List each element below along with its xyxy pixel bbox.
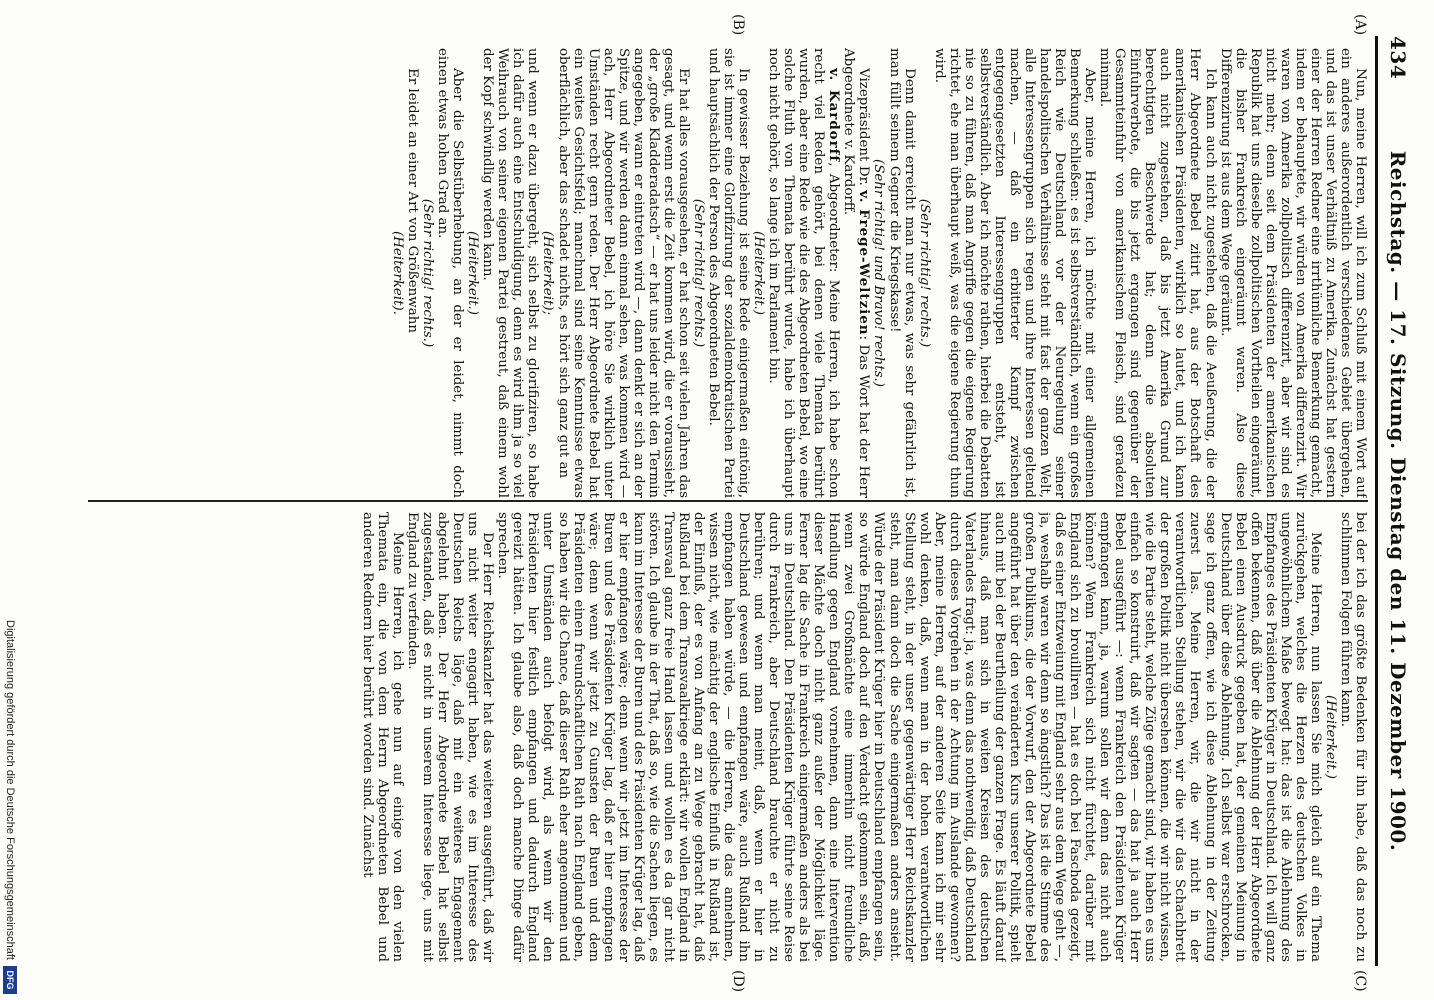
left-column [88, 48, 1368, 498]
paragraph: Meine Herren, ich gehe nun auf einige von den vielen Themata ein, die von dem Herrn Abgeordneten Bebel und anderen Rednern hier berührt worden sind. Zunächst [359, 512, 405, 962]
paragraph: bei der ich das größte Bedenken für ihn habe, daß das noch zu schlimmen Folgen führen kann. [1337, 512, 1368, 962]
funding-note: Digitalisierung gefördert durch die Deutsche Forschungsgemeinschaft [4, 620, 16, 960]
footer [0, 0, 18, 1000]
paragraph: und wenn er dazu übergeht, sich selbst zu glorifiziren, so habe ich dafür auch eine Entschuldigung, denn es wird ihm ja so viel Weihrauch von seiner eigenen Partei gestreut, daß einem wohl der Kopf schwindlig werden kann. [480, 48, 541, 498]
margin-marker-a: (A) [1352, 14, 1368, 36]
speaker-text: : Das Wort hat der Herr Abgeordnete v. Kardorff. [841, 48, 872, 498]
running-head: Reichstag. — 17. Sitzung. Dienstag den 11. Dezember 1900. [1386, 150, 1410, 852]
paragraph: In gewisser Beziehung ist seine Rede einigermaßen eintönig, sie ist immer eine Glorifizirung der sozialdemokratischen Partei und hauptsächlich der Person des Abgeordneten Bebel. [705, 48, 752, 498]
reaction: (Sehr richtig! rechts.) [690, 198, 706, 348]
column-divider [88, 500, 1368, 502]
paragraph: Denn damit erreicht man nur etwas, was sehr gefährlich ist, man füllt seinem Gegner die Kriegskasse! [886, 48, 917, 498]
page-number: 434 [1386, 36, 1410, 80]
reaction: (Sehr richtig! und Bravo! rechts.) [871, 158, 887, 388]
paragraph: Aber, meine Herren, ich möchte mit einer allgemeinen Bemerkung schließen: es ist selbstverständlich, wenn ein großes Reich wie Deutschland vor der Neuregelung seiner handelspolitischen Verhältnisse steht mit fast der ganzen Welt, alle Interessengruppen sich regen und ihre Interessen geltend machen, — daß ein erbitterter Kampf zwischen entgegengesetzten Interessengruppen entsteht, ist selbstverständlich. Aber ich möchte rathen, hierbei die Debatten nie so zu führen, daß man Angriffe gegen die eigene Regierung richtet, ehe man überhaupt weiß, was die eigene Regierung thun wird. [931, 48, 1098, 498]
margin-marker-b: (B) [730, 14, 746, 36]
speaker-paragraph [766, 48, 841, 498]
speaker-name: v. Frege-Weltzien [856, 190, 873, 336]
reaction: (Heiterkeit.) [751, 231, 767, 315]
paragraph: Er hat alles vorausgesehen, er hat schon seit vielen Jahren das gesagt, und wenn erst die Zeit kommen wird, die er voraussieht, der „große Kladderadatsch“ — er hat uns leider nicht den Termin angegeben, wann er eintreten wird —, dann denkt er sich an der Spitze, und wir werden dann einmal sehen, was kommen wird — ach, Herr Abgeordneter Bebel, ich höre Sie wirklich unter Umständen recht gern reden. Der Herr Abgeordnete Bebel hat ein weites Gesichtsfeld; manchmal sind seine Kenntnisse etwas oberflächlich, aber das schadet nichts, es hört sich ganz gut an [555, 48, 691, 498]
reaction: (Heiterkeit). [390, 231, 405, 315]
reaction: (Heiterkeit); [540, 230, 556, 316]
speaker-paragraph [841, 48, 871, 498]
reaction: (Heiterkeit.) [1322, 695, 1338, 779]
speaker-text: , Abgeordneter: Meine Herren, ich habe schon recht viel Reden gehört, bei denen viele Themata berührt wurden, aber eine Rede wie die des Abgeordneten Bebel, wo eine solche Fluth von Themata berührt wurde, habe ich überhaupt noch nicht gehört, so lange ich im Parlament bin. [766, 48, 842, 498]
page-header [1376, 36, 1416, 966]
dfg-logo: DFG [3, 966, 17, 994]
right-column [88, 512, 1368, 962]
header-rule [1375, 36, 1378, 966]
speaker-name: v. Kardorff [826, 68, 843, 163]
paragraph: Der Herr Reichskanzler hat das weiteren ausgeführt, daß wir uns nicht weiter engagirt haben, wie es im Interesse des Deutschen Reichs läge, daß mit ein weiteres Engagement abgelehnt haben. Der Herr Abgeordnete Bebel hat selbst zugestanden, daß es nicht in unserem Interesse liege, uns mit England zu verfeinden. [405, 512, 496, 962]
reaction: (Sehr richtig! rechts.) [420, 198, 436, 348]
paragraph: Meine Herren, nun lassen Sie mich gleich auf ein Thema zurückgehen, welches die Herzen des deutschen Volkes in ungewöhnlichem Maße bewegt hat: das ist die Ablehnung des Empfanges des Präsidenten Krüger in Deutschland. Ich will ganz offen bekennen, daß über die Ablehnung der Herr Abgeordnete Bebel einen Ausdruck gegeben hat, der gemeinen Meinung in Deutschland über diese Ablehnung. Ich selbst war erschrocken, sage ich ganz offen, wie ich diese Ablehnung in der Zeitung zuerst las. Meine Herren, wir, die wir nicht in der verantwortlichen Stellung stehen, wir die wir das Schachbrett der großen Politik nicht übersehen können, die wir nicht wissen, wie die Partie steht, welche Züge gemacht sind, wir haben es uns einfach so konstruirt, daß wir sagten — das hat ja auch Herr Bebel ausgeführt —: wenn Frankreich den Präsidenten Krüger empfangen kann, ja, warum sollen wir denn das nicht auch können? Wenn Frankreich sich nicht fürchtet, darüber mit England sich zu brouilliren — hat es doch bei Faschoda gezeigt, daß es einer Entzweiung mit England sehr aus dem Wege geht —, ja, weshalb waren wir denn so ängstlich? Das ist die Stimme des großen Publikums, die der Vorwurf, den der Abgeordnete Bebel angeführt hat über den veränderten Kurs unserer Politik, spielt auch mit bei der Beurtheilung der ganzen Frage. Es läuft darauf hinaus, daß man sich in weiten Kreisen des deutschen Vaterlandes fragt: ja, was denn das nothwendig, daß Deutschland durch dieses Vorgehen in der Achtung im Auslande gewonnen? Aber, meine Herren, auf der anderen Seite kann ich mir sehr wohl denken, daß, wenn man in der hohen verantwortlichen Stellung steht, in der unser gegenwärtiger Herr Reichskanzler steht, man dann doch die Sache einigermaßen anders ansieht. Würde der Präsident Krüger hier in Deutschland empfangen sein, so würde England doch auf den Verdacht gekommen sein, daß, wenn zwei Großmächte eine immerhin nicht freundliche Handlung gegen England vornehmen, dann eine Intervention dieser Mächte doch nicht ganz außer der Möglichkeit läge. Ferner lag die Sache in Frankreich einigermaßen anders als bei uns in Deutschland. Den Präsidenten Krüger führte seine Reise durch Frankreich, aber Deutschland brauchte er nicht zu berühren; und wenn man meint, daß, wenn er hier in Deutschland gewesen und empfangen wäre, auch Rußland ihn empfangen haben würde, — die Herren, die das annehmen, wissen nicht, wie mächtig der englische Einfluß in Rußland ist, der Einfluß, der es von Anfang an zu Wege gebracht hat, daß Rußland bei dem Transvaalkriege erklärt: wir wollen England in Transvaal ganz freie Hand lassen und wollen es da gar nicht stören. Ich glaube in der That, daß so, wie die Sachen liegen, es kann im Interesse der Buren und des Präsidenten Krüger lag, daß er hier empfangen wäre; denn wenn wir jetzt im Interesse der Buren und des Präsidenten Krüger lag, daß er hier empfangen wäre; denn wenn wir jetzt zu Gunsten der Buren und dem Präsidenten einen freundschaftlichen Rath nach England geben, so haben wir die Chance, daß dieser Rath eher angenommen und unter Umständen auch befolgt wird, als wenn wir den Präsidenten hier festlich empfangen und dadurch England gereizt hätten. Ich glaube also, daß doch manche Dinge dafür sprechen. [495, 512, 1323, 962]
paragraph: Er leidet an einer Art von Größenwahn [405, 68, 421, 333]
paragraph: Ich kann auch nicht zugestehen, daß die Aeußerung, die der Herr Abgeordnete Bebel zitirt hat, aus der Botschaft des amerikanischen Präsidenten, wirklich so lautet, und ich kann auch nicht zugestehen, daß bis jetzt Amerika Grund zur berechtigten Beschwerde hat; denn die absoluten Einfuhrverbote, die bis jetzt ergangen sind gegenüber der Gesammteinfuhr von amerikanischem Fleisch, sind geradezu minimal. [1097, 48, 1218, 498]
paragraph: Nun, meine Herren, will ich zum Schluß mit einem Wort auf ein anderes außerordentlich verschiedenes Gebiet übergehen, und das ist unser Verhältniß zu Amerika. Zunächst hat gestern einer der Herren Redner eine irrthümliche Bemerkung gemacht, indem er behauptete, wir würden von Amerika differenzirt. Wir waren von Amerika zollpolitisch differenzirt, aber wir sind es nicht mehr; denn seit dem Präsidenten der amerikanischen Republik hat uns dieselbe zollpolitischen Vortheilen eingeräumt, die bisher Frankreich eingeräumt waren. Also diese Differenzirung ist aus dem Wege geräumt. [1217, 48, 1368, 498]
paragraph: Aber die Selbstüberhebung, an der er leidet, nimmt doch einen etwas hohen Grad an. [435, 48, 466, 498]
margin-marker-d: (D) [730, 970, 746, 993]
reaction: (Sehr richtig! rechts.) [916, 198, 932, 348]
speaker-title: Vizepräsident Dr. [856, 68, 872, 191]
reaction: (Heiterkeit.) [465, 231, 481, 315]
margin-marker-c: (C) [1352, 970, 1368, 992]
